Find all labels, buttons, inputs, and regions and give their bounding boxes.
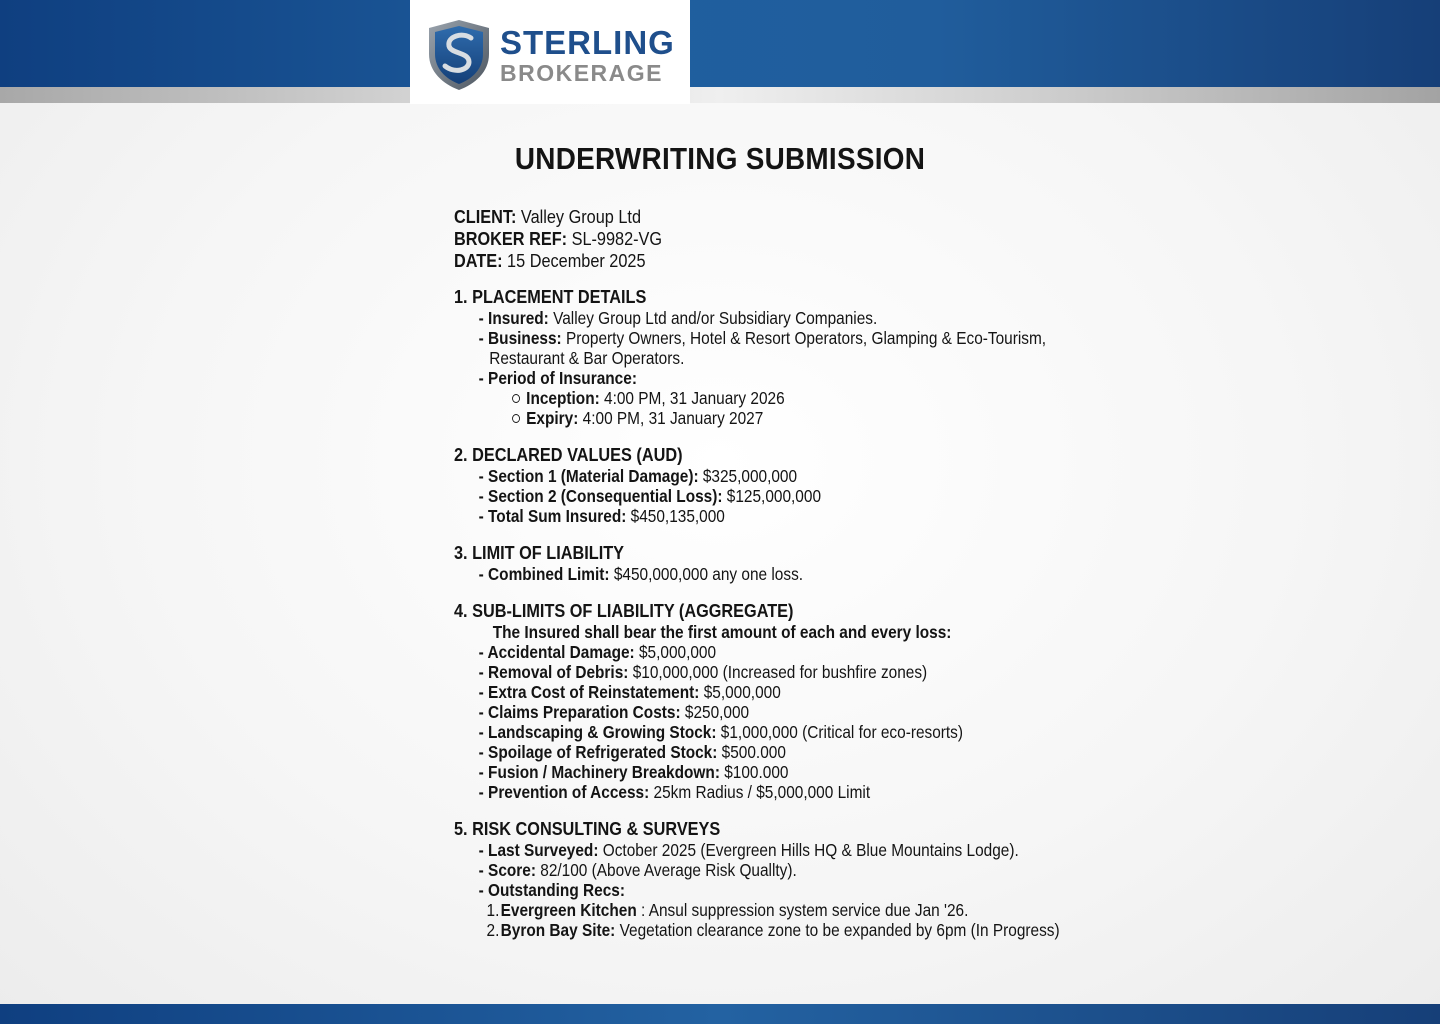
item-label: - Insured: — [478, 308, 549, 328]
item-value: Vegetation clearance zone to be expanded by 6pm (In Progress) — [619, 920, 1060, 940]
item-value: 25km Radius / $5,000,000 Limit — [653, 782, 871, 802]
list-item — [454, 506, 1070, 526]
item-value: $125,000,000 — [726, 486, 822, 506]
section-heading: 1. PLACEMENT DETAILS — [454, 286, 647, 307]
date-value: 15 December 2025 — [507, 250, 646, 271]
item-value: 4:00 PM, 31 January 2026 — [604, 388, 785, 408]
list-item — [454, 328, 1070, 368]
item-label: - Last Surveyed: — [478, 840, 599, 860]
item-label: - Fusion / Machinery Breakdown: — [478, 762, 720, 782]
item-label: - Spoilage of Refrigerated Stock: — [478, 742, 718, 762]
list-item — [454, 782, 1070, 802]
item-value: $450,000,000 any one loss. — [613, 564, 804, 584]
list-item — [454, 466, 1070, 486]
section-heading: 3. LIMIT OF LIABILITY — [454, 542, 625, 563]
item-value: : Ansul suppression system service due Jan '26. — [641, 900, 969, 920]
item-label: - Section 2 (Consequential Loss): — [478, 486, 723, 506]
item-label: - Score: — [478, 860, 536, 880]
brand-logo — [410, 0, 690, 104]
item-label: - Prevention of Access: — [478, 782, 650, 802]
broker-ref-label: BROKER REF: — [454, 228, 568, 249]
brand-name: STERLING — [500, 24, 675, 61]
item-value: $450,135,000 — [630, 506, 725, 526]
section-heading: 2. DECLARED VALUES (AUD) — [454, 444, 683, 465]
item-label: - Claims Preparation Costs: — [478, 702, 681, 722]
item-value: $325,000,000 — [702, 466, 798, 486]
numbered-item — [454, 900, 1070, 920]
item-label: - Section 1 (Material Damage): — [478, 466, 699, 486]
item-label: - Extra Cost of Reinstatement: — [478, 682, 700, 702]
item-value: 4:00 PM, 31 January 2027 — [582, 408, 764, 428]
numbered-item — [454, 920, 1070, 940]
item-value: $10,000,000 (Increased for bushfire zones) — [632, 662, 928, 682]
header-band — [0, 0, 1440, 87]
sub-limits-note: The Insured shall bear the first amount of each and every loss: — [492, 622, 952, 642]
list-item — [454, 742, 1070, 762]
item-label: - Combined Limit: — [478, 564, 610, 584]
item-value: $500.000 — [721, 742, 786, 762]
submission-document — [454, 206, 1070, 940]
item-label: - Period of Insurance: — [478, 368, 637, 388]
item-label: - Total Sum Insured: — [478, 506, 627, 526]
list-subitem — [454, 388, 1070, 408]
page-title: UNDERWRITING SUBMISSION — [514, 141, 926, 176]
list-item — [454, 682, 1070, 702]
list-item — [454, 308, 1070, 328]
item-value: $250,000 — [684, 702, 750, 722]
item-label: Expiry: — [526, 408, 579, 428]
item-number: 1. — [486, 900, 500, 920]
item-number: 2. — [486, 920, 500, 940]
list-item — [454, 840, 1070, 860]
list-item — [454, 662, 1070, 682]
footer-band — [0, 1004, 1440, 1024]
item-value: 82/100 (Above Average Risk Quallty). — [540, 860, 797, 880]
item-label: - Removal of Debris: — [478, 662, 629, 682]
list-item — [454, 860, 1070, 880]
item-label: Evergreen Kitchen — [500, 900, 637, 920]
broker-ref-value: SL-9982-VG — [571, 228, 663, 249]
client-label: CLIENT: — [454, 206, 517, 227]
broker-ref-line — [454, 228, 1070, 250]
list-item — [454, 564, 1070, 584]
list-item — [454, 368, 1070, 388]
item-label: - Outstanding Recs: — [478, 880, 625, 900]
item-value: $5,000,000 — [703, 682, 781, 702]
item-value: Valley Group Ltd and/or Subsidiary Companies. — [553, 308, 878, 328]
client-value: Valley Group Ltd — [520, 206, 641, 227]
item-label: - Accidental Damage: — [478, 642, 635, 662]
list-item — [454, 880, 1070, 900]
item-value: $100.000 — [724, 762, 789, 782]
list-item — [454, 702, 1070, 722]
section-heading: 5. RISK CONSULTING & SURVEYS — [454, 818, 721, 839]
brand-subtitle: BROKERAGE — [500, 60, 664, 86]
list-item — [454, 486, 1070, 506]
item-label: Inception: — [526, 388, 600, 408]
list-item — [454, 762, 1070, 782]
list-subitem — [454, 408, 1070, 428]
circle-bullet-icon — [512, 414, 520, 423]
item-value: October 2025 (Evergreen Hills HQ & Blue Mountains Lodge). — [602, 840, 1019, 860]
item-value: $5,000,000 — [638, 642, 717, 662]
item-label: - Business: — [478, 328, 562, 348]
section-heading: 4. SUB-LIMITS OF LIABILITY (AGGREGATE) — [454, 600, 794, 621]
item-value: $1,000,000 (Critical for eco-resorts) — [720, 722, 964, 742]
item-label: Byron Bay Site: — [500, 920, 616, 940]
item-label: - Landscaping & Growing Stock: — [478, 722, 717, 742]
date-label: DATE: — [454, 250, 503, 271]
shield-logo-icon — [427, 18, 491, 92]
circle-bullet-icon — [512, 394, 520, 403]
date-line — [454, 250, 1070, 272]
header-stripe — [0, 87, 1440, 103]
client-line — [454, 206, 1070, 228]
item-value: Property Owners, Hotel & Resort Operators, Glamping & Eco-Tourism, Restaurant & Bar Operators. — [489, 328, 1047, 368]
list-item — [454, 642, 1070, 662]
list-item — [454, 722, 1070, 742]
